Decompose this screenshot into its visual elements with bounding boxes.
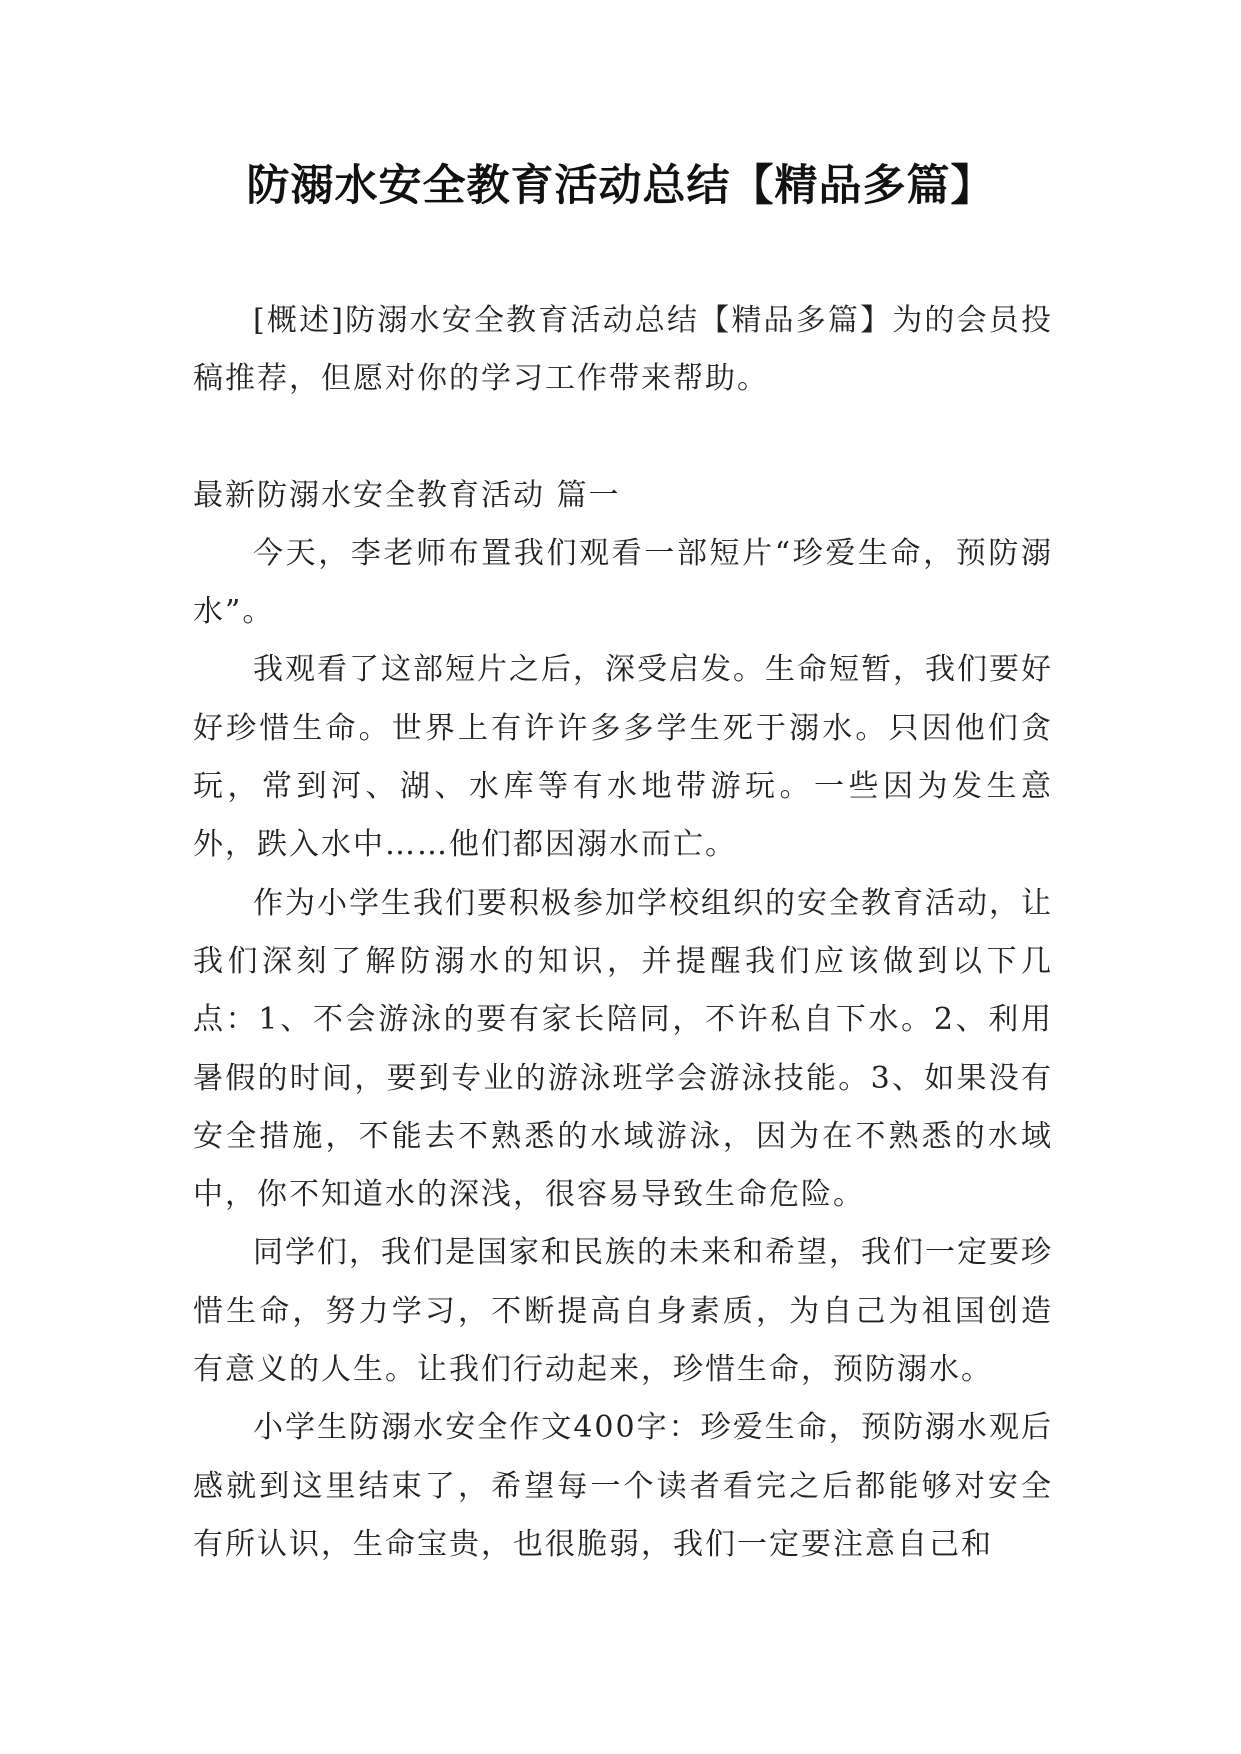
document-body xyxy=(193,292,1053,1574)
body-paragraph: 小学生防溺水安全作文400字：珍爱生命，预防溺水观后感就到这里结束了，希望每一个读者看完之后都能够对安全有所认识，生命宝贵，也很脆弱，我们一定要注意自己和 xyxy=(193,1410,1053,1562)
document-title: 防溺水安全教育活动总结【精品多篇】 xyxy=(246,161,995,211)
body-paragraph: 今天，李老师布置我们观看一部短片“珍爱生命，预防溺水”。 xyxy=(193,535,1053,630)
body-paragraph: 同学们，我们是国家和民族的未来和希望，我们一定要珍惜生命，努力学习，不断提高自身素质，为自己为祖国创造有意义的人生。让我们行动起来，珍惜生命，预防溺水。 xyxy=(193,1235,1053,1388)
body-paragraph: 作为小学生我们要积极参加学校组织的安全教育活动，让我们深刻了解防溺水的知识，并提醒我们应该做到以下几点：1、不会游泳的要有家长陪同，不许私自下水。2、利用暑假的时间，要到专业的游泳班学会游泳技能。3、如果没有安全措施，不能去不熟悉的水域游泳，因为在不熟悉的水域中，你不知道水的深浅，很容易导致生命危险。 xyxy=(193,885,1053,1213)
summary-paragraph: [概述]防溺水安全教育活动总结【精品多篇】为的会员投稿推荐，但愿对你的学习工作带来帮助。 xyxy=(193,303,1053,397)
section-heading: 最新防溺水安全教育活动 篇一 xyxy=(193,477,621,513)
body-paragraph: 我观看了这部短片之后，深受启发。生命短暂，我们要好好珍惜生命。世界上有许许多多学生死于溺水。只因他们贪玩，常到河、湖、水库等有水地带游玩。一些因为发生意外，跌入水中……他们都因溺水而亡。 xyxy=(193,652,1053,863)
